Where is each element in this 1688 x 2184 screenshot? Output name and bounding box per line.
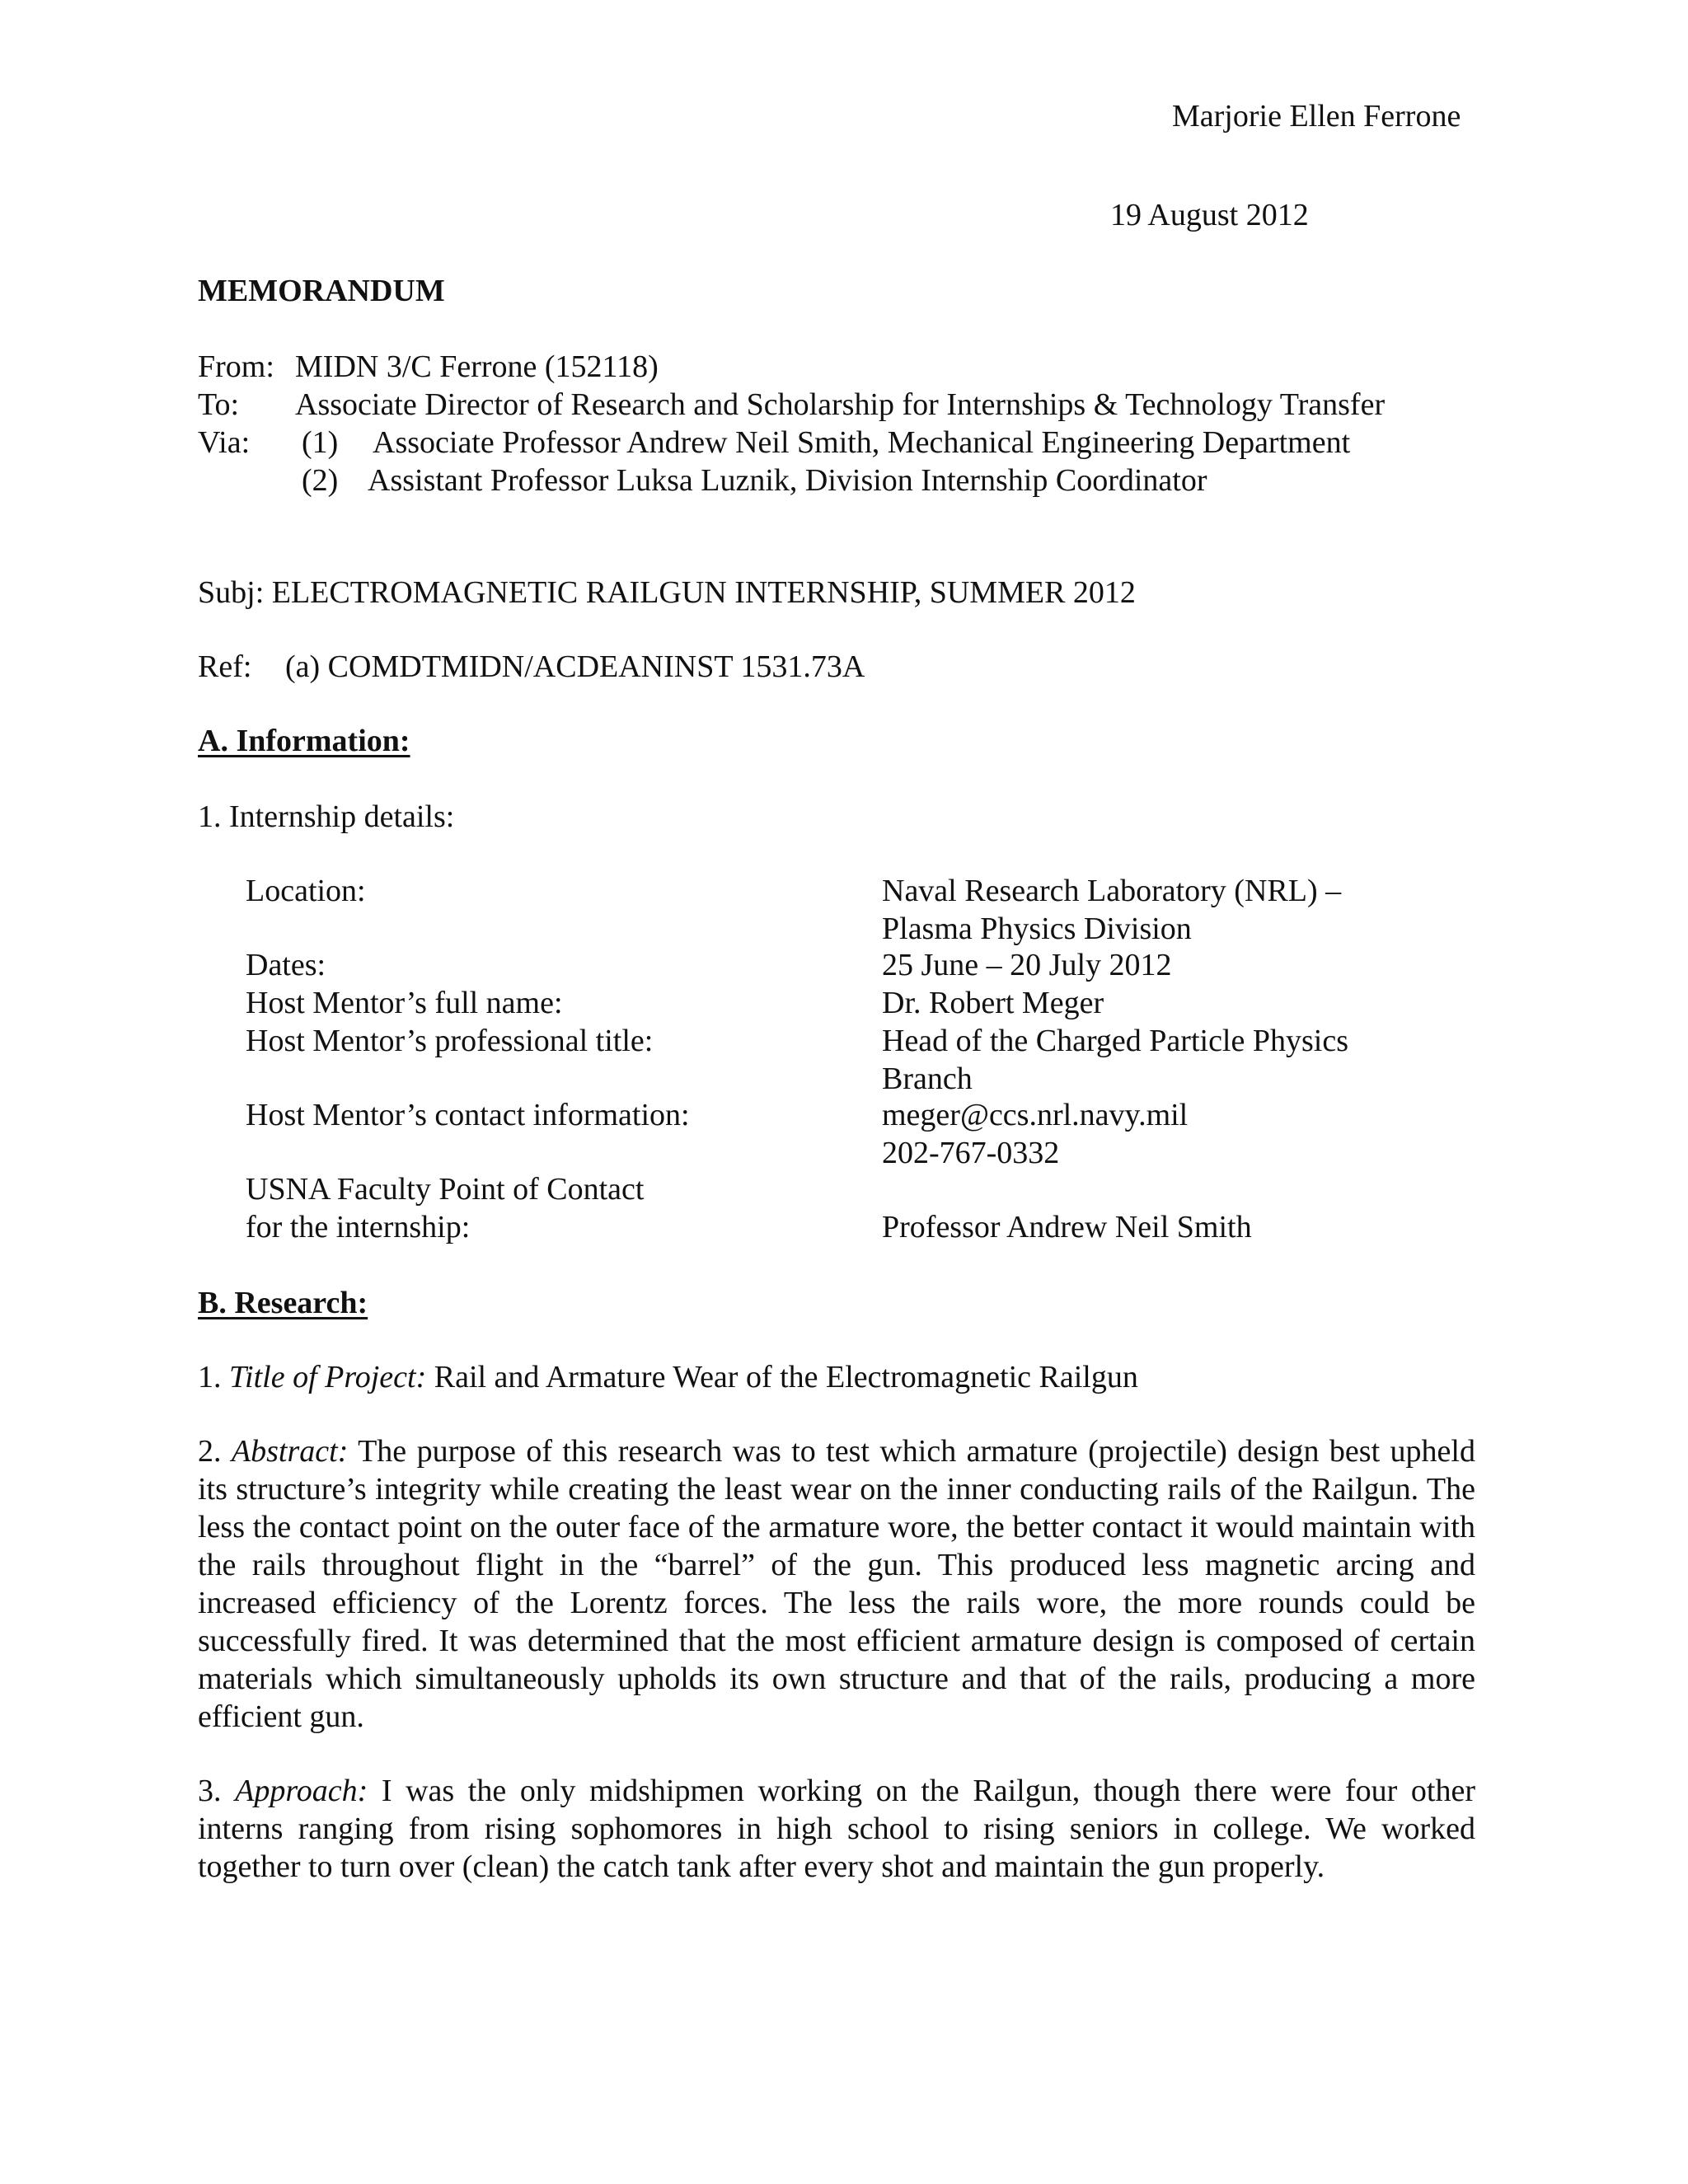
poc-label-line-2: for the internship: [246, 1210, 471, 1244]
mentor-title-label: Host Mentor’s professional title: [246, 1024, 654, 1058]
ref-value: (a) COMDTMIDN/ACDEANINST 1531.73A [285, 649, 865, 684]
ref-label: Ref: [198, 649, 252, 684]
to-value: Associate Director of Research and Scholarship for Internships & Technology Transfer [295, 387, 1386, 422]
mentor-name-value: Dr. Robert Meger [882, 986, 1104, 1020]
abstract-num: 2. [198, 1434, 222, 1469]
approach-label: Approach: [235, 1774, 368, 1808]
project-title-item [198, 1358, 1138, 1396]
internship-details-item: 1. Internship details: [198, 799, 455, 834]
project-title-text: Rail and Armature Wear of the Electromagnetic Railgun [434, 1360, 1138, 1394]
mentor-phone: 202-767-0332 [882, 1136, 1060, 1170]
abstract-text: The purpose of this research was to test which armature (projectile) design best upheld its structure’s integrity while creating the least wear on the inner conducting rails of the Railgun. The less the contact point on the outer face of the armature wore, the better contact it would maintain with the rails throughout flight in the “barrel” of the gun. This produced less magnetic arcing and increased efficiency of the Lorentz forces. The less the rails wore, the more rounds could be successfully fired. It was determined that the most efficient armature design is composed of certain materials which simultaneously upholds its own structure and that of the rails, producing a more efficient gun. [198, 1434, 1475, 1734]
via-item-2-num: (2) [302, 463, 339, 498]
from-value: MIDN 3/C Ferrone (152118) [295, 349, 659, 384]
abstract-paragraph [198, 1432, 1475, 1736]
dates-value: 25 June – 20 July 2012 [882, 948, 1172, 982]
mentor-contact-label: Host Mentor’s contact information: [246, 1098, 690, 1132]
doc-type-heading: MEMORANDUM [198, 274, 445, 308]
project-title-label: Title of Project: [229, 1360, 427, 1394]
approach-num: 3. [198, 1774, 222, 1808]
location-value-line-1: Naval Research Laboratory (NRL) – [882, 874, 1342, 908]
abstract-label: Abstract: [231, 1434, 349, 1469]
location-value-line-2: Plasma Physics Division [882, 912, 1192, 946]
mentor-title-value-line-2: Branch [882, 1062, 973, 1096]
approach-paragraph [198, 1772, 1475, 1886]
approach-text: I was the only midshipmen working on the Railgun, though there were four other interns ranging from rising sophomores in high school to rising seniors in college. We worked together to turn over (clean) the catch tank after every shot and maintain the gun properly. [198, 1774, 1475, 1884]
poc-value: Professor Andrew Neil Smith [882, 1210, 1252, 1244]
from-label: From: [198, 349, 274, 384]
location-label: Location: [246, 874, 366, 908]
mentor-name-label: Host Mentor’s full name: [246, 986, 563, 1020]
mentor-title-value-line-1: Head of the Charged Particle Physics [882, 1024, 1348, 1058]
via-item-1-num: (1) [302, 425, 339, 460]
section-b-heading: B. Research: [198, 1286, 368, 1320]
subject-line: Subj: ELECTROMAGNETIC RAILGUN INTERNSHIP, SUMMER 2012 [198, 575, 1136, 610]
section-a-heading: A. Information: [198, 724, 410, 758]
mentor-email: meger@ccs.nrl.navy.mil [882, 1098, 1189, 1132]
poc-label-line-1: USNA Faculty Point of Contact [246, 1172, 645, 1207]
to-label: To: [198, 387, 240, 422]
via-item-1-text: Associate Professor Andrew Neil Smith, Mechanical Engineering Department [373, 425, 1351, 460]
memo-date: 19 August 2012 [1110, 198, 1309, 232]
project-title-num: 1. [198, 1360, 222, 1394]
via-item-2-text: Assistant Professor Luksa Luznik, Division Internship Coordinator [368, 463, 1207, 498]
via-label: Via: [198, 425, 251, 460]
dates-label: Dates: [246, 948, 326, 982]
author-name: Marjorie Ellen Ferrone [1172, 99, 1461, 134]
